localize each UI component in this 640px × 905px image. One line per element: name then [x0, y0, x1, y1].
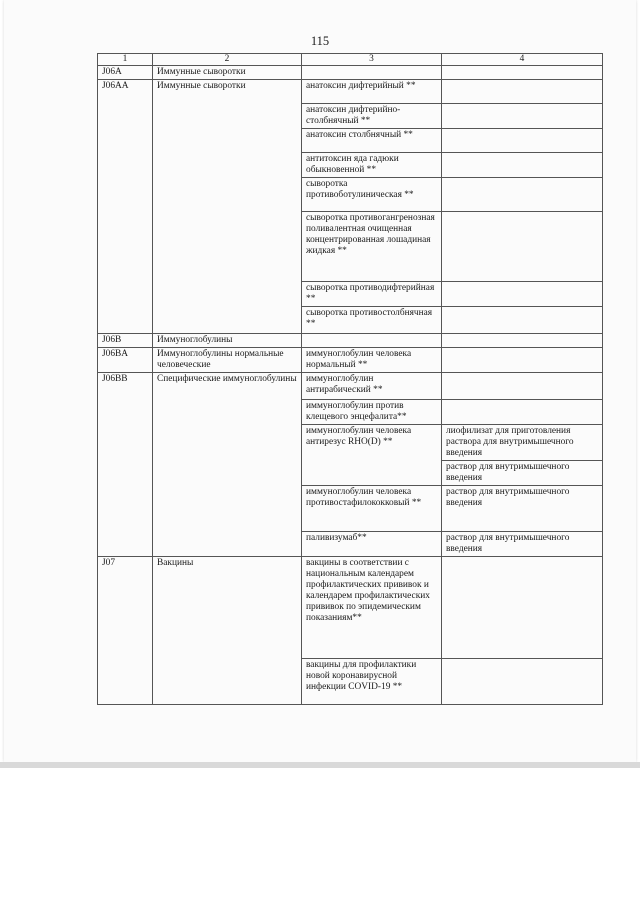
dosage-form: [442, 400, 603, 425]
dosage-form: лиофилизат для приготовления раствора для внутримышечного введения: [442, 425, 603, 461]
column-header: 4: [442, 54, 603, 66]
drug-name: иммуноглобулин антирабический **: [302, 373, 442, 400]
atc-group: Специфические иммуноглобулины: [153, 373, 302, 557]
dosage-form: [442, 80, 603, 104]
table-row: [98, 334, 603, 348]
dosage-form: [442, 178, 603, 212]
atc-group: Иммуноглобулины: [153, 334, 302, 348]
dosage-form: [442, 348, 603, 373]
column-header: 3: [302, 54, 442, 66]
drug-name: анатоксин дифтерийно-столбнячный **: [302, 104, 442, 129]
atc-code: J07: [98, 557, 153, 705]
drug-name: иммуноглобулин против клещевого энцефалита**: [302, 400, 442, 425]
table-row: [98, 557, 603, 659]
page-number: 115: [310, 34, 330, 48]
atc-code: J06BB: [98, 373, 153, 557]
dosage-form: раствор для внутримышечного введения: [442, 461, 603, 486]
dosage-form: [442, 153, 603, 178]
dosage-form: [442, 282, 603, 307]
drug-name: иммуноглобулин человека противостафилококковый **: [302, 486, 442, 532]
dosage-form: [442, 659, 603, 705]
table-row: [98, 373, 603, 400]
drug-name: вакцины для профилактики новой коронавирусной инфекции COVID-19 **: [302, 659, 442, 705]
dosage-form: [442, 212, 603, 282]
drug-name: вакцины в соответствии с национальным календарем профилактических прививок и календарем профилактических прививок по эпидемическим показаниям**: [302, 557, 442, 659]
drug-name: сыворотка противостолбнячная **: [302, 307, 442, 334]
dosage-form: [442, 334, 603, 348]
dosage-form: [442, 307, 603, 334]
dosage-form: [442, 66, 603, 80]
drug-name: сыворотка противодифтерийная **: [302, 282, 442, 307]
drug-classification-table: [97, 53, 603, 705]
dosage-form: раствор для внутримышечного введения: [442, 532, 603, 557]
column-header: 2: [153, 54, 302, 66]
atc-group: Иммуноглобулины нормальные человеческие: [153, 348, 302, 373]
drug-name: иммуноглобулин человека нормальный **: [302, 348, 442, 373]
table-header-row: [98, 54, 603, 66]
dosage-form: [442, 104, 603, 129]
dosage-form: [442, 557, 603, 659]
atc-group: Иммунные сыворотки: [153, 66, 302, 80]
drug-name: сыворотка противогангренозная поливалентная очищенная концентрированная лошадиная жидкая **: [302, 212, 442, 282]
column-header: 1: [98, 54, 153, 66]
atc-code: J06AA: [98, 80, 153, 334]
dosage-form: [442, 129, 603, 153]
dosage-form: [442, 373, 603, 400]
table-row: [98, 80, 603, 104]
drug-name: паливизумаб**: [302, 532, 442, 557]
atc-group: Иммунные сыворотки: [153, 80, 302, 334]
drug-name: анатоксин столбнячный **: [302, 129, 442, 153]
drug-name: анатоксин дифтерийный **: [302, 80, 442, 104]
drug-name: антитоксин яда гадюки обыкновенной **: [302, 153, 442, 178]
dosage-form: раствор для внутримышечного введения: [442, 486, 603, 532]
atc-group: Вакцины: [153, 557, 302, 705]
table-row: [98, 348, 603, 373]
scan-edge: [0, 762, 640, 768]
drug-name: [302, 66, 442, 80]
atc-code: J06BA: [98, 348, 153, 373]
drug-name: [302, 334, 442, 348]
drug-name: иммуноглобулин человека антирезус RHO(D) **: [302, 425, 442, 486]
atc-code: J06A: [98, 66, 153, 80]
table-row: [98, 66, 603, 80]
atc-code: J06B: [98, 334, 153, 348]
drug-name: сыворотка противоботулиническая **: [302, 178, 442, 212]
